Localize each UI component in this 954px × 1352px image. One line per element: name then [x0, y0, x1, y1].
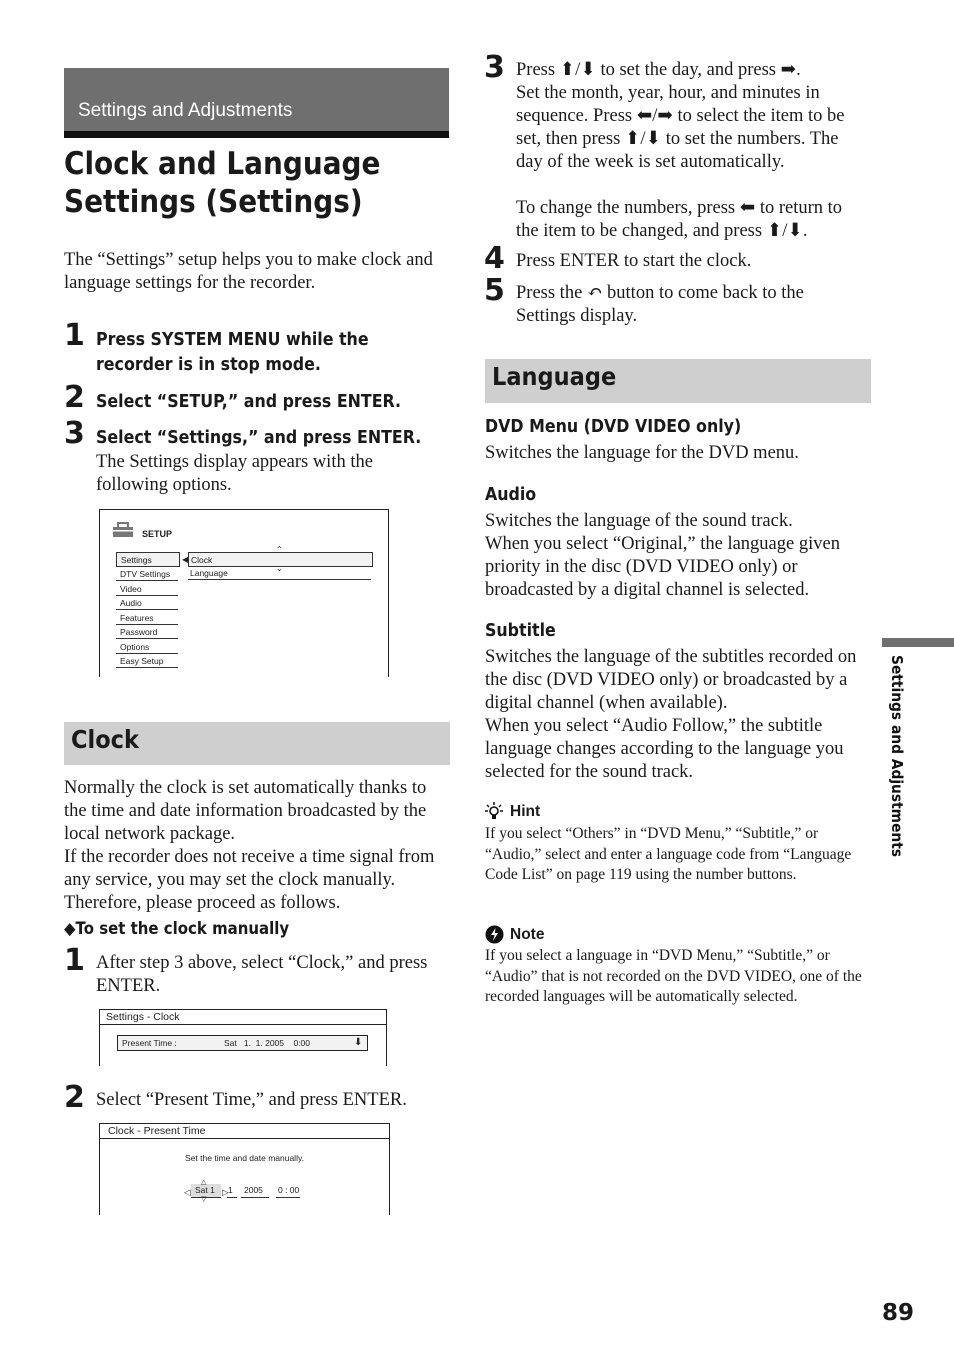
hint-lightbulb-icon: [485, 801, 503, 821]
step-number: 2: [64, 1080, 85, 1115]
present-time-row[interactable]: [117, 1035, 368, 1051]
present-time-value: Sat 1. 1. 2005 0:00: [224, 1038, 311, 1048]
setup-toolbox-icon: [112, 522, 132, 536]
down-arrow-icon: ⬇: [354, 1037, 363, 1048]
setup-menu-item[interactable]: Audio: [116, 596, 178, 610]
setup-menu-item[interactable]: Password: [116, 625, 178, 639]
step-3-note: The Settings display appears with the following options.: [96, 452, 373, 495]
step-number: 5: [484, 273, 505, 308]
setup-menu-item[interactable]: Easy Setup: [116, 654, 178, 668]
section-header-rule: [64, 131, 449, 138]
setup-menu: [116, 552, 180, 672]
present-time-label: Present Time :: [122, 1038, 177, 1048]
page-title: Clock and Language Settings (Settings): [64, 146, 381, 220]
setup-screen: [99, 509, 389, 677]
audio-text: Switches the language of the sound track. When you select “Original,” the language given priority in the disc (DVD VIDEO only) or broadcasted by a digital channel is selected.: [485, 511, 840, 600]
present-time-screen: [99, 1123, 390, 1215]
setup-menu-item[interactable]: Video: [116, 582, 178, 596]
scroll-down-icon: ⌄: [276, 564, 283, 573]
setup-menu-item[interactable]: DTV Settings: [116, 567, 178, 581]
present-time-titlebar: [100, 1124, 389, 1139]
hint-title: Hint: [510, 803, 541, 820]
language-heading-bar: [485, 359, 871, 403]
step-number: 1: [64, 318, 85, 353]
note-text: If you select a language in “DVD Menu,” “Subtitle,” or “Audio” that is not recorded on the DVD VIDEO, one of the recorded languages will be automatically selected.: [485, 947, 862, 1005]
intro-paragraph: The “Settings” setup helps you to make clock and language settings for the recorder.: [64, 250, 433, 293]
clock-heading-bar: [64, 722, 450, 765]
right-step-4: Press ENTER to start the clock.: [516, 251, 752, 271]
setup-menu-item[interactable]: Settings: [116, 552, 180, 567]
note-title: Note: [510, 926, 545, 943]
page-number: 89: [882, 1300, 915, 1326]
settings-clock-titlebar: [100, 1010, 386, 1025]
setup-menu-item[interactable]: Features: [116, 611, 178, 625]
audio-heading: Audio: [485, 484, 537, 505]
subtitle-heading: Subtitle: [485, 620, 556, 641]
right-step-5: Press the ↶ button to come back to the Settings display.: [516, 283, 804, 326]
right-arrow-icon: ▷: [222, 1187, 229, 1197]
month-field[interactable]: 1: [227, 1184, 237, 1198]
submenu-pointer-icon: ◀: [182, 555, 189, 564]
clock-heading: Clock: [71, 725, 139, 754]
submenu-item-clock[interactable]: Clock: [188, 552, 373, 567]
up-arrow-icon: △: [201, 1179, 207, 1186]
present-time-title: Clock - Present Time: [108, 1125, 206, 1137]
side-tab-bar: [882, 638, 954, 647]
step-number: 3: [64, 416, 85, 451]
dvd-menu-heading: DVD Menu (DVD VIDEO only): [485, 416, 742, 437]
hint-text: If you select “Others” in “DVD Menu,” “Subtitle,” or “Audio,” select and enter a language code from “Language Code List” on page 119 using the number buttons.: [485, 825, 852, 883]
time-field[interactable]: 0 : 00: [276, 1184, 300, 1198]
right-step-3: Press ⬆/⬇ to set the day, and press ➡. Set the month, year, hour, and minutes in sequence. Press ⬅/➡ to select the item to be set, then press ⬆/⬇ to set the numbers. The day of the week is set automatically. To change the numbers, press ⬅ to return to the item to be changed, and press ⬆/⬇.: [516, 60, 845, 241]
step-number: 2: [64, 380, 85, 415]
clock-step-2-text: Select “Present Time,” and press ENTER.: [96, 1090, 407, 1110]
section-title: Settings and Adjustments: [78, 100, 293, 121]
clock-step-1-text: After step 3 above, select “Clock,” and press ENTER.: [96, 953, 428, 996]
step-number: 3: [484, 50, 505, 85]
clock-paragraph: Normally the clock is set automatically thanks to the time and date information broadcasted by the local network package. If the recorder does not receive a time signal from any service, you may set the clock manually. Therefore, please proceed as follows.: [64, 778, 435, 913]
setup-menu-item[interactable]: Options: [116, 640, 178, 654]
manual-clock-heading: ◆To set the clock manually: [64, 919, 290, 939]
language-heading: Language: [492, 362, 617, 391]
step-1-text: Press SYSTEM MENU while the recorder is in stop mode.: [96, 329, 369, 375]
note-warning-icon: [485, 925, 504, 944]
settings-clock-screen: [99, 1009, 387, 1066]
step-number: 1: [64, 943, 85, 978]
left-arrow-icon: ◁: [184, 1187, 191, 1197]
step-number: 4: [484, 241, 505, 276]
day-field[interactable]: Sat 1: [191, 1184, 221, 1198]
side-tab-label: Settings and Adjustments: [888, 655, 906, 858]
dvd-menu-text: Switches the language for the DVD menu.: [485, 443, 799, 463]
setup-screen-title: SETUP: [142, 529, 173, 539]
down-arrow-icon: ▽: [201, 1196, 207, 1203]
year-field[interactable]: 2005: [241, 1184, 269, 1198]
scroll-up-icon: ⌃: [276, 545, 283, 554]
set-time-message: Set the time and date manually.: [185, 1153, 304, 1163]
subtitle-text: Switches the language of the subtitles recorded on the disc (DVD VIDEO only) or broadcasted by a digital channel (when available). When you select “Audio Follow,” the subtitle language changes according to the language you selected for the sound track.: [485, 647, 857, 782]
step-2-text: Select “SETUP,” and press ENTER.: [96, 391, 402, 412]
step-3-text: Select “Settings,” and press ENTER.: [96, 427, 422, 448]
settings-clock-title: Settings - Clock: [106, 1011, 180, 1023]
submenu-item-language[interactable]: Language: [188, 567, 371, 580]
